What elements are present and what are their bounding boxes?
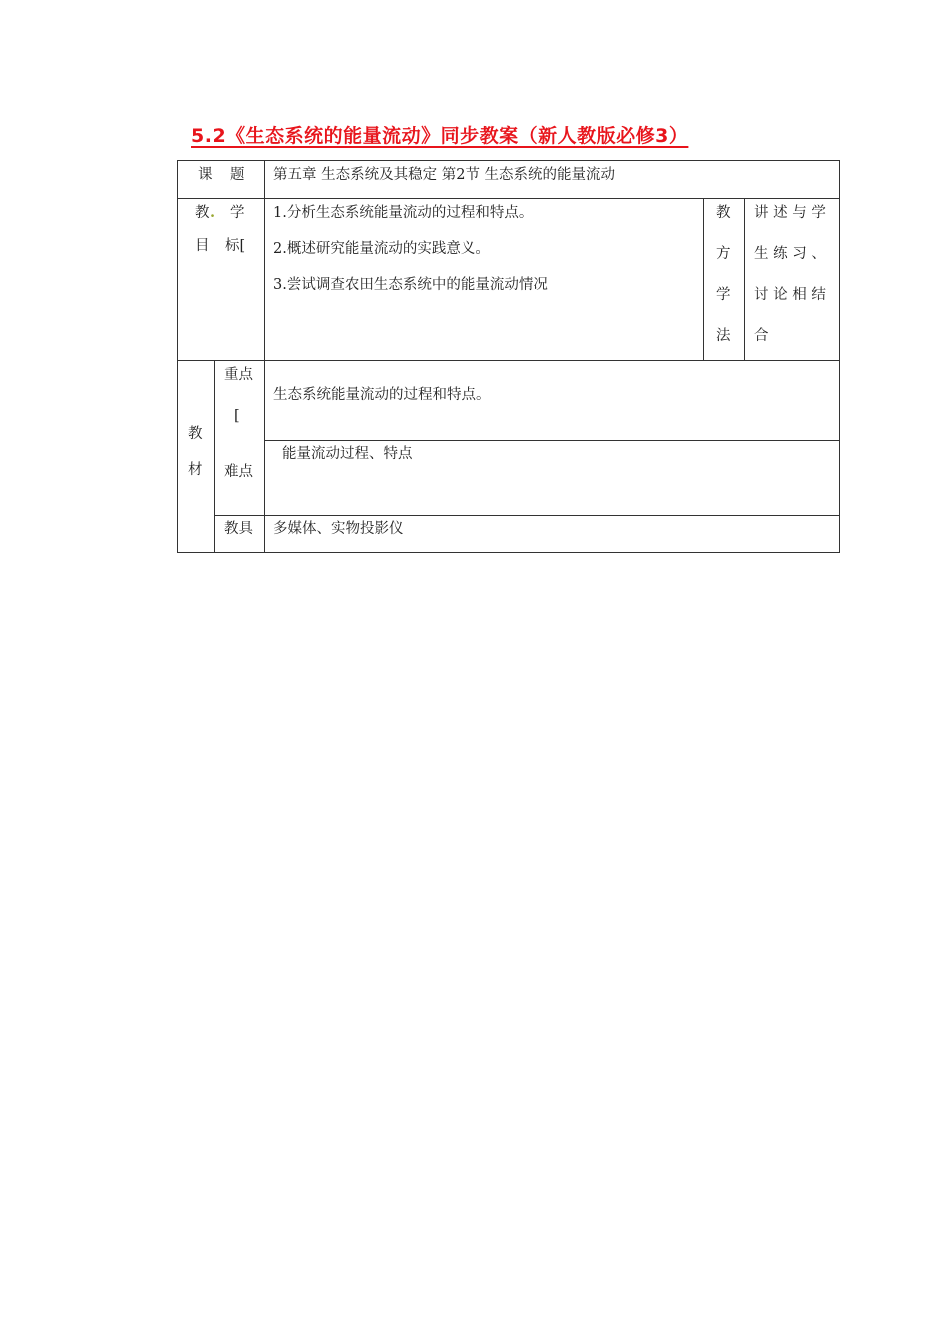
method-label: 学: [716, 287, 731, 303]
table-border-bottom: [177, 552, 840, 553]
goals-label: 标[: [225, 238, 246, 254]
goals-label-dot: .: [210, 204, 216, 221]
goal-item: 2.概述研究能量流动的实践意义。: [273, 241, 490, 257]
goals-label: 教: [195, 205, 210, 221]
teaching-tools-content: 多媒体、实物投影仪: [273, 521, 404, 537]
goal-item: 3.尝试调查农田生态系统中的能量流动情况: [273, 277, 548, 293]
method-content: 讲 述 与 学: [754, 205, 826, 221]
topic-content: 第五章 生态系统及其稳定 第2节 生态系统的能量流动: [273, 167, 616, 183]
table-divider: [214, 515, 840, 516]
table-divider: [744, 198, 745, 360]
difficult-point-content: 能量流动过程、特点: [282, 446, 413, 462]
table-border-right: [839, 160, 840, 553]
table-border-top: [177, 160, 840, 161]
key-point-bracket: [: [234, 408, 240, 424]
table-divider: [214, 360, 215, 553]
material-label: 材: [188, 462, 203, 478]
table-border-left: [177, 160, 178, 553]
document-title: 5.2《生态系统的能量流动》同步教案（新人教版必修3）: [191, 125, 689, 147]
table-divider: [703, 198, 704, 360]
goals-label: 目: [195, 238, 210, 254]
goals-label: 学: [230, 205, 245, 221]
table-divider: [264, 440, 840, 441]
material-label: 教: [188, 426, 203, 442]
goal-item: 1.分析生态系统能量流动的过程和特点。: [273, 205, 534, 221]
method-label: 方: [716, 246, 731, 262]
method-content: 讨 论 相 结: [754, 287, 826, 303]
method-label: 法: [716, 328, 731, 344]
key-point-content: 生态系统能量流动的过程和特点。: [273, 387, 491, 403]
topic-label: 题: [230, 167, 245, 183]
difficult-point-label: 难点: [224, 464, 253, 480]
table-divider: [264, 160, 265, 553]
method-label: 教: [716, 205, 731, 221]
table-divider: [177, 360, 840, 361]
method-content: 合: [754, 328, 769, 344]
teaching-tools-label: 教具: [224, 521, 253, 537]
table-divider: [177, 198, 840, 199]
topic-label: 课: [198, 167, 213, 183]
method-content: 生 练 习 、: [754, 246, 826, 262]
key-point-label: 重点: [224, 367, 253, 383]
